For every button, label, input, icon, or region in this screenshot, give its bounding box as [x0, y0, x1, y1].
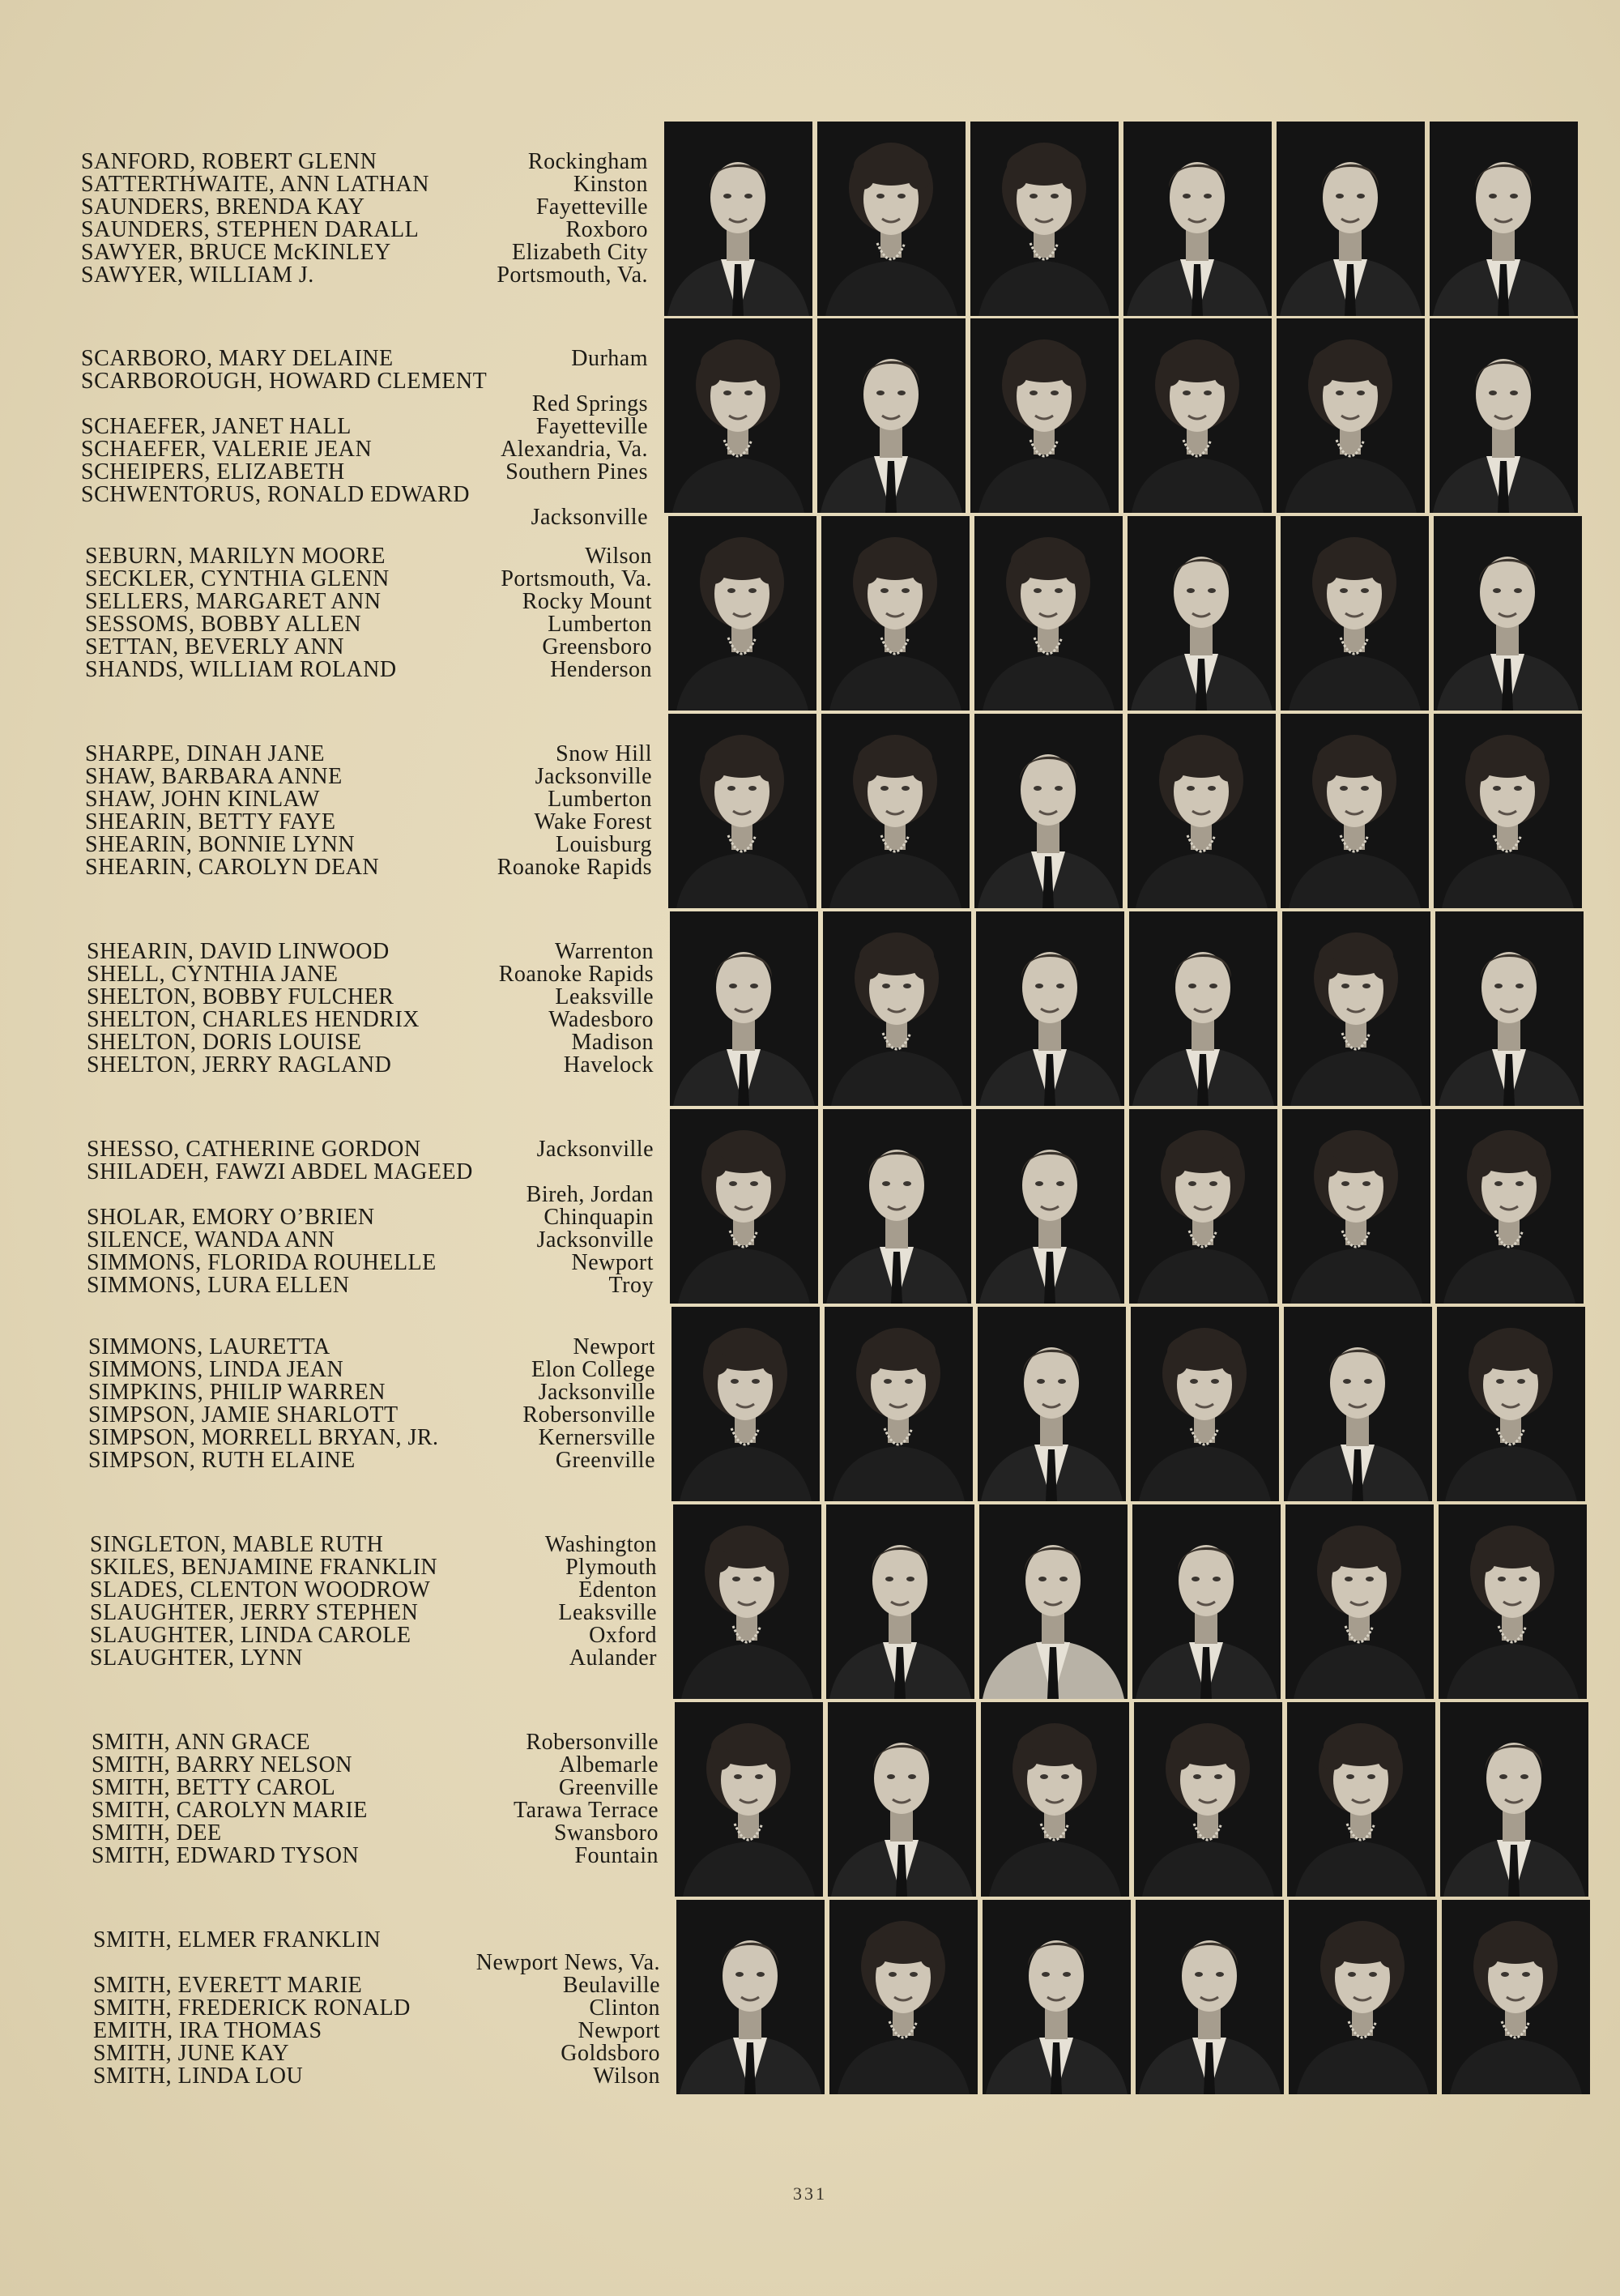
student-name: SIMPKINS, PHILIP WARREN: [88, 1380, 386, 1405]
student-portrait: [1430, 122, 1578, 316]
student-portrait: [1440, 1702, 1588, 1897]
student-name: SHESSO, CATHERINE GORDON: [87, 1137, 421, 1162]
student-portrait: [979, 1504, 1128, 1699]
student-entry: [93, 2042, 660, 2065]
name-list: [81, 151, 648, 287]
student-hometown: Swansboro: [554, 1820, 659, 1846]
student-entry: [81, 196, 648, 219]
student-hometown: Fayetteville: [535, 194, 648, 220]
student-portrait: [670, 911, 818, 1106]
portrait-row: [668, 516, 1584, 711]
student-entry: [87, 1009, 654, 1031]
student-name: EMITH, IRA THOMAS: [93, 2018, 322, 2043]
student-portrait: [1434, 516, 1582, 711]
student-hometown: Greenville: [558, 1775, 659, 1800]
student-hometown: Wadesboro: [548, 1007, 654, 1032]
student-hometown: Roxboro: [565, 217, 648, 242]
student-portrait: [829, 1900, 978, 2094]
student-entry: [87, 941, 654, 963]
student-portrait: [1281, 714, 1429, 908]
student-name: SIMPSON, JAMIE SHARLOTT: [88, 1402, 399, 1428]
student-portrait: [675, 1702, 823, 1897]
student-name: SAWYER, WILLIAM J.: [81, 262, 314, 288]
student-portrait: [983, 1900, 1131, 2094]
student-entry: [88, 1359, 655, 1381]
student-portrait: [970, 318, 1119, 513]
student-portrait: [1129, 1109, 1277, 1304]
student-name: SHANDS, WILLIAM ROLAND: [85, 657, 397, 682]
student-name: SANFORD, ROBERT GLENN: [81, 149, 377, 174]
student-entry: [81, 151, 648, 173]
student-portrait: [1134, 1702, 1282, 1897]
student-portrait: [1282, 911, 1430, 1106]
student-portrait: [823, 911, 971, 1106]
student-name: SHAW, JOHN KINLAW: [85, 787, 320, 812]
student-portrait: [670, 1109, 818, 1304]
student-entry: [88, 1404, 655, 1427]
name-list: [85, 743, 652, 879]
student-portrait: [978, 1307, 1126, 1501]
student-portrait: [1277, 122, 1425, 316]
student-hometown: Lumberton: [548, 612, 652, 637]
student-portrait: [981, 1702, 1129, 1897]
student-portrait: [1439, 1504, 1587, 1699]
student-name: SHEARIN, DAVID LINWOOD: [87, 939, 390, 964]
student-group: [93, 1900, 1600, 2094]
student-hometown: Snow Hill: [556, 741, 652, 766]
student-portrait: [1435, 911, 1584, 1106]
student-hometown: Oxford: [589, 1623, 657, 1648]
student-hometown: Leaksville: [555, 984, 654, 1009]
student-portrait: [668, 516, 816, 711]
student-name: SLAUGHTER, LINDA CAROLE: [90, 1623, 411, 1648]
student-portrait: [823, 1109, 971, 1304]
student-group: [87, 911, 1593, 1106]
student-hometown: Jacksonville: [538, 1380, 655, 1405]
student-name: SINGLETON, MABLE RUTH: [90, 1532, 384, 1557]
student-hometown: Edenton: [578, 1577, 657, 1603]
student-hometown: Elizabeth City: [512, 240, 648, 265]
student-portrait: [1442, 1900, 1590, 2094]
student-group: [88, 1307, 1595, 1501]
student-entry: [92, 1822, 659, 1845]
student-hometown: Newport News, Va.: [475, 1950, 660, 1975]
student-portrait: [1285, 1504, 1434, 1699]
student-entry: [88, 1449, 655, 1472]
student-hometown: Jacksonville: [535, 764, 652, 789]
name-list: [90, 1534, 657, 1670]
student-name: SCHEIPERS, ELIZABETH: [81, 459, 345, 484]
portrait-row: [675, 1702, 1590, 1897]
student-portrait: [825, 1307, 973, 1501]
name-list: [92, 1731, 659, 1867]
student-name: SMITH, CAROLYN MARIE: [92, 1798, 368, 1823]
student-hometown: Fountain: [574, 1843, 659, 1868]
portrait-row: [670, 1109, 1585, 1304]
student-group: [85, 516, 1592, 711]
student-entry: [93, 2065, 660, 2088]
student-name: SEBURN, MARILYN MOORE: [85, 544, 386, 569]
student-hometown: Rocky Mount: [522, 589, 652, 614]
student-hometown: Kinston: [573, 172, 648, 197]
student-name: SMITH, ANN GRACE: [92, 1730, 311, 1755]
student-name: SETTAN, BEVERLY ANN: [85, 634, 344, 659]
student-entry: [87, 1138, 654, 1161]
student-name: SMITH, BETTY CAROL: [92, 1775, 336, 1800]
student-hometown: Bireh, Jordan: [526, 1182, 654, 1207]
student-hometown: Washington: [544, 1532, 657, 1557]
portrait-row: [676, 1900, 1592, 2094]
student-portrait: [1287, 1702, 1435, 1897]
student-hometown: Lumberton: [548, 787, 652, 812]
student-hometown: Southern Pines: [505, 459, 648, 484]
student-name: SMITH, FREDERICK RONALD: [93, 1995, 411, 2021]
student-portrait: [1289, 1900, 1437, 2094]
student-portrait: [1131, 1307, 1279, 1501]
student-hometown: Robersonville: [526, 1730, 659, 1755]
student-hometown: Leaksville: [558, 1600, 657, 1625]
student-name: SAUNDERS, STEPHEN DARALL: [81, 217, 420, 242]
student-name: SAWYER, BRUCE McKINLEY: [81, 240, 391, 265]
student-name: SIMMONS, FLORIDA ROUHELLE: [87, 1250, 437, 1275]
student-hometown: Durham: [571, 346, 648, 371]
student-portrait: [1128, 714, 1276, 908]
student-hometown: Louisburg: [555, 832, 652, 857]
name-list: [87, 1138, 654, 1297]
portrait-row: [664, 318, 1580, 513]
student-hometown: Goldsboro: [561, 2041, 660, 2066]
student-portrait: [1437, 1307, 1585, 1501]
student-name: SMITH, ELMER FRANKLIN: [93, 1927, 382, 1952]
student-name: SCARBOROUGH, HOWARD CLEMENT: [81, 369, 488, 394]
student-group: [81, 122, 1588, 316]
student-name: SESSOMS, BOBBY ALLEN: [85, 612, 362, 637]
student-portrait: [668, 714, 816, 908]
student-hometown: Portsmouth, Va.: [497, 262, 648, 288]
student-hometown: Red Springs: [531, 391, 648, 416]
student-name: SHELTON, JERRY RAGLAND: [87, 1052, 392, 1078]
student-portrait: [1123, 318, 1272, 513]
student-portrait: [828, 1702, 976, 1897]
student-hometown: Newport: [578, 2018, 660, 2043]
student-hometown: Fayetteville: [535, 414, 648, 439]
student-entry: [85, 856, 652, 879]
student-entry: [81, 370, 648, 416]
name-list: [93, 1929, 660, 2088]
student-hometown: Jacksonville: [536, 1137, 654, 1162]
student-entry: [90, 1579, 657, 1602]
student-portrait: [664, 318, 812, 513]
student-entry: [81, 461, 648, 484]
student-entry: [92, 1754, 659, 1777]
student-hometown: Wake Forest: [534, 809, 652, 834]
student-entry: [90, 1602, 657, 1624]
student-name: SILENCE, WANDA ANN: [87, 1227, 335, 1253]
student-portrait: [1123, 122, 1272, 316]
student-entry: [93, 2020, 660, 2042]
student-entry: [81, 241, 648, 264]
student-hometown: Kernersville: [538, 1425, 655, 1450]
name-list: [87, 941, 654, 1077]
student-entry: [93, 1929, 660, 1974]
student-portrait: [664, 122, 812, 316]
student-portrait: [821, 714, 970, 908]
portrait-row: [670, 911, 1585, 1106]
student-name: SHEARIN, BETTY FAYE: [85, 809, 336, 834]
student-name: SMITH, DEE: [92, 1820, 222, 1846]
student-hometown: Jacksonville: [531, 505, 648, 530]
student-name: SLAUGHTER, JERRY STEPHEN: [90, 1600, 419, 1625]
student-portrait: [1282, 1109, 1430, 1304]
student-portrait: [671, 1307, 820, 1501]
student-portrait: [1128, 516, 1276, 711]
student-entry: [92, 1731, 659, 1754]
student-entry: [85, 788, 652, 811]
student-name: SIMPSON, RUTH ELAINE: [88, 1448, 356, 1473]
student-portrait: [1434, 714, 1582, 908]
student-entry: [87, 1031, 654, 1054]
student-entry: [81, 416, 648, 438]
student-portrait: [974, 516, 1123, 711]
student-group: [90, 1504, 1597, 1699]
student-entry: [87, 1229, 654, 1252]
student-hometown: Greensboro: [542, 634, 652, 659]
student-name: SHELL, CYNTHIA JANE: [87, 962, 339, 987]
student-entry: [90, 1647, 657, 1670]
student-hometown: Madison: [571, 1030, 654, 1055]
student-name: SMITH, LINDA LOU: [93, 2063, 304, 2089]
student-hometown: Albemarle: [559, 1752, 659, 1777]
student-name: SIMMONS, LURA ELLEN: [87, 1273, 350, 1298]
student-hometown: Wilson: [585, 544, 652, 569]
student-name: SCHAEFER, VALERIE JEAN: [81, 437, 373, 462]
student-entry: [88, 1427, 655, 1449]
student-portrait: [976, 911, 1124, 1106]
student-hometown: Tarawa Terrace: [514, 1798, 659, 1823]
student-group: [85, 714, 1592, 908]
student-name: SHARPE, DINAH JANE: [85, 741, 326, 766]
student-entry: [87, 1206, 654, 1229]
student-hometown: Elon College: [531, 1357, 655, 1382]
student-name: SHELTON, CHARLES HENDRIX: [87, 1007, 420, 1032]
student-portrait: [976, 1109, 1124, 1304]
student-entry: [85, 568, 652, 591]
student-group: [81, 318, 1588, 530]
student-entry: [81, 438, 648, 461]
name-list: [81, 348, 648, 529]
page-number: 331: [793, 2183, 827, 2204]
student-hometown: Chinquapin: [544, 1205, 654, 1230]
student-entry: [85, 591, 652, 613]
student-portrait: [821, 516, 970, 711]
student-group: [87, 1109, 1593, 1304]
student-hometown: Havelock: [563, 1052, 654, 1078]
student-entry: [85, 766, 652, 788]
student-entry: [81, 264, 648, 287]
student-portrait: [1284, 1307, 1432, 1501]
student-portrait: [1435, 1109, 1584, 1304]
student-entry: [85, 743, 652, 766]
student-entry: [87, 1252, 654, 1274]
student-name: SLADES, CLENTON WOODROW: [90, 1577, 431, 1603]
student-hometown: Robersonville: [522, 1402, 655, 1428]
student-hometown: Alexandria, Va.: [501, 437, 648, 462]
student-portrait: [676, 1900, 825, 2094]
student-entry: [90, 1556, 657, 1579]
portrait-row: [664, 122, 1580, 316]
student-name: SAUNDERS, BRENDA KAY: [81, 194, 365, 220]
student-portrait: [974, 714, 1123, 908]
student-entry: [85, 659, 652, 681]
student-name: SHILADEH, FAWZI ABDEL MAGEED: [87, 1159, 473, 1184]
student-name: SIMMONS, LINDA JEAN: [88, 1357, 344, 1382]
student-entry: [90, 1624, 657, 1647]
student-entry: [87, 986, 654, 1009]
student-entry: [87, 1054, 654, 1077]
student-name: SHELTON, DORIS LOUISE: [87, 1030, 362, 1055]
student-hometown: Newport: [571, 1250, 654, 1275]
student-name: SELLERS, MARGARET ANN: [85, 589, 382, 614]
student-entry: [92, 1799, 659, 1822]
student-hometown: Warrenton: [555, 939, 654, 964]
student-hometown: Roanoke Rapids: [498, 962, 654, 987]
student-hometown: Newport: [573, 1334, 655, 1359]
name-list: [85, 545, 652, 681]
student-entry: [81, 173, 648, 196]
student-group: [92, 1702, 1598, 1897]
student-name: SIMPSON, MORRELL BRYAN, JR.: [88, 1425, 439, 1450]
name-list: [88, 1336, 655, 1472]
student-name: SHAW, BARBARA ANNE: [85, 764, 343, 789]
student-entry: [92, 1845, 659, 1867]
student-hometown: Portsmouth, Va.: [501, 566, 652, 591]
student-entry: [81, 348, 648, 370]
student-hometown: Troy: [608, 1273, 654, 1298]
student-name: SATTERTHWAITE, ANN LATHAN: [81, 172, 429, 197]
student-hometown: Wilson: [593, 2063, 660, 2089]
student-entry: [85, 636, 652, 659]
student-portrait: [1132, 1504, 1281, 1699]
student-hometown: Jacksonville: [536, 1227, 654, 1253]
student-hometown: Rockingham: [527, 149, 648, 174]
portrait-row: [668, 714, 1584, 908]
student-hometown: Clinton: [589, 1995, 660, 2021]
student-entry: [88, 1336, 655, 1359]
student-name: SHEARIN, BONNIE LYNN: [85, 832, 356, 857]
student-hometown: Greenville: [555, 1448, 655, 1473]
student-name: SMITH, EVERETT MARIE: [93, 1973, 363, 1998]
student-entry: [81, 219, 648, 241]
student-name: SHELTON, BOBBY FULCHER: [87, 984, 394, 1009]
student-entry: [87, 1161, 654, 1206]
portrait-row: [673, 1504, 1588, 1699]
student-portrait: [1136, 1900, 1284, 2094]
student-entry: [93, 1997, 660, 2020]
student-portrait: [817, 122, 966, 316]
student-portrait: [1281, 516, 1429, 711]
student-name: SMITH, BARRY NELSON: [92, 1752, 352, 1777]
student-name: SIMMONS, LAURETTA: [88, 1334, 330, 1359]
student-hometown: Roanoke Rapids: [497, 855, 652, 880]
student-name: SCARBORO, MARY DELAINE: [81, 346, 394, 371]
student-portrait: [826, 1504, 974, 1699]
student-name: SCHAEFER, JANET HALL: [81, 414, 352, 439]
student-entry: [88, 1381, 655, 1404]
student-entry: [87, 1274, 654, 1297]
student-entry: [85, 811, 652, 834]
student-portrait: [673, 1504, 821, 1699]
student-portrait: [817, 318, 966, 513]
student-hometown: Henderson: [550, 657, 652, 682]
student-hometown: Aulander: [569, 1645, 657, 1671]
portrait-row: [671, 1307, 1587, 1501]
student-entry: [93, 1974, 660, 1997]
student-portrait: [1129, 911, 1277, 1106]
student-portrait: [1430, 318, 1578, 513]
student-name: SECKLER, CYNTHIA GLENN: [85, 566, 390, 591]
student-name: SLAUGHTER, LYNN: [90, 1645, 303, 1671]
student-name: SKILES, BENJAMINE FRANKLIN: [90, 1555, 438, 1580]
student-portrait: [1277, 318, 1425, 513]
student-name: SHOLAR, EMORY O’BRIEN: [87, 1205, 375, 1230]
student-portrait: [970, 122, 1119, 316]
student-entry: [92, 1777, 659, 1799]
student-name: SMITH, EDWARD TYSON: [92, 1843, 360, 1868]
student-name: SHEARIN, CAROLYN DEAN: [85, 855, 380, 880]
student-hometown: Beulaville: [562, 1973, 660, 1998]
student-hometown: Plymouth: [565, 1555, 657, 1580]
student-entry: [87, 963, 654, 986]
student-name: SMITH, JUNE KAY: [93, 2041, 290, 2066]
student-entry: [85, 545, 652, 568]
student-entry: [90, 1534, 657, 1556]
student-entry: [85, 613, 652, 636]
student-entry: [85, 834, 652, 856]
student-name: SCHWENTORUS, RONALD EDWARD: [81, 482, 470, 507]
